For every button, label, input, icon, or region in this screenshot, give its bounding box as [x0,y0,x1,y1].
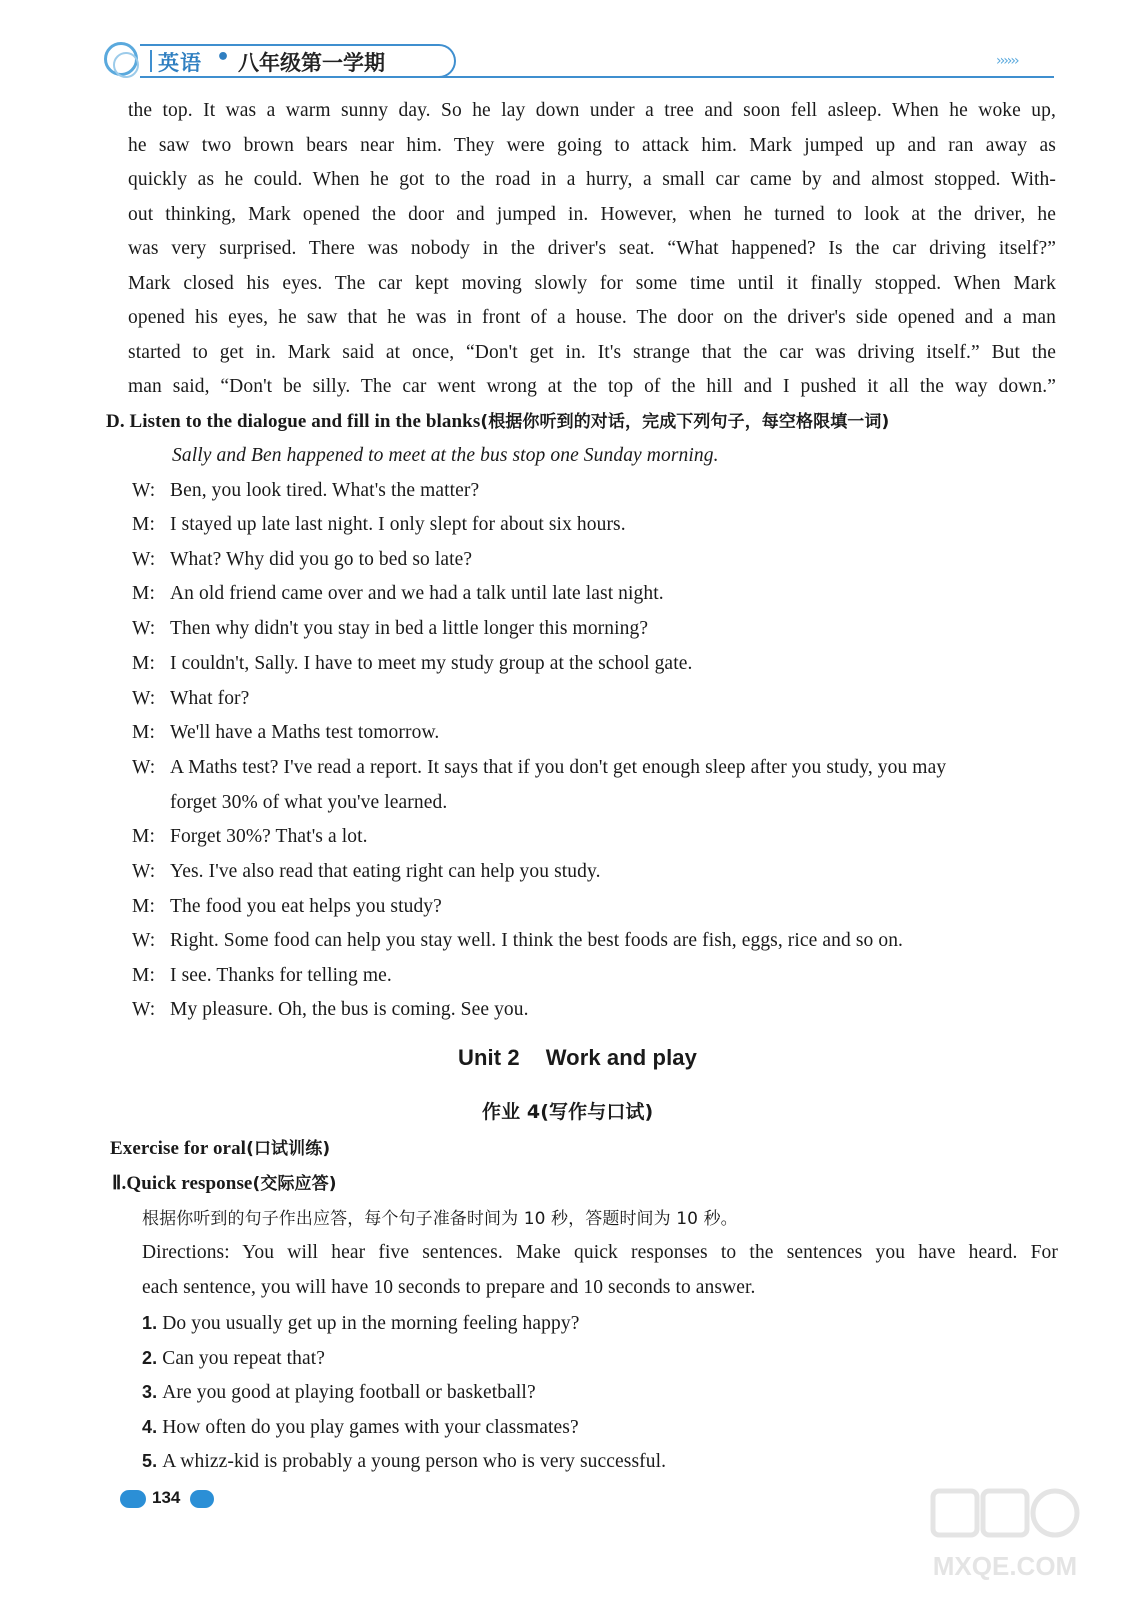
instruction-zh: 根据你听到的句子作出应答，每个句子准备时间为 10 秒，答题时间为 10 秒。 [142,1209,738,1229]
oral-item-number: 1. [142,1313,158,1333]
header-separator: • [216,45,231,70]
oral-item-text: Are you good at playing football or basketball? [162,1382,536,1403]
oral-item [142,1380,536,1405]
homework-title: 作业 4(写作与口试) [482,1101,654,1123]
chevrons-icon: ›››››› [996,53,1018,69]
watermark-text: MXQE.COM [932,1551,1078,1581]
quick-response-num: Ⅱ. [112,1173,127,1194]
section-d-heading-en: D. Listen to the dialogue and fill in the blanks [106,411,481,432]
oral-item [142,1415,579,1440]
oral-item-text: Can you repeat that? [162,1348,326,1369]
dialogue-line [132,929,903,953]
header-term: 八年级第一学期 [238,51,385,75]
oral-item-text: Do you usually get up in the morning feeling happy? [162,1313,580,1334]
story-line: Mark closed his eyes. The car kept moving slowly for some time until it finally stopped. When Mark [128,273,1056,294]
dialogue-text: I see. Thanks for telling me. [170,965,392,986]
page-dot-right-icon [190,1490,214,1508]
oral-heading-zh: (口试训练) [246,1139,331,1159]
story-line: was very surprised. There was nobody in the driver's seat. “What happened? Is the car driving itself?” [128,238,1056,259]
dialogue-line [132,548,472,572]
dialogue-text: Forget 30%? That's a lot. [170,826,368,847]
dialogue-line [132,513,626,537]
dialogue-text: What? Why did you go to bed so late? [170,549,473,570]
oral-item [142,1449,666,1474]
dialogue-text: A Maths test? I've read a report. It says that if you don't get enough sleep after you study, you may [170,757,947,778]
dialogue-text: We'll have a Maths test tomorrow. [170,722,440,743]
oral-heading-en: Exercise for oral [110,1138,247,1159]
dialogue-speaker: W: [132,688,156,709]
dialogue-text: An old friend came over and we had a talk until late last night. [170,583,664,604]
dialogue-line [132,825,368,849]
dialogue-line [132,721,439,745]
dialogue-speaker: W: [132,930,156,951]
dialogue-speaker: M: [132,896,155,917]
page-header [0,0,1122,100]
dialogue-line [170,791,447,815]
quick-response-heading [112,1172,337,1196]
oral-item [142,1311,579,1336]
dialogue-line [132,964,392,988]
oral-item-text: A whizz-kid is probably a young person who is very successful. [162,1451,667,1472]
oral-heading [110,1137,330,1161]
dialogue-line [132,479,479,503]
story-line: out thinking, Mark opened the door and jumped in. However, when he turned to look at the driver, he [128,204,1056,225]
dialogue-speaker: W: [132,480,156,501]
dialogue-intro: Sally and Ben happened to meet at the bus stop one Sunday morning. [172,445,719,466]
directions-line: Directions: You will hear five sentences. Make quick responses to the sentences you have heard. For [142,1242,1058,1263]
page-number: 134 [152,1488,181,1507]
section-d-heading [106,410,889,434]
oral-item-text: How often do you play games with your classmates? [162,1417,579,1438]
header-subject: 英语 [158,51,202,75]
dialogue-text: The food you eat helps you study? [170,896,442,917]
dialogue-line [132,617,648,641]
dialogue-speaker: M: [132,826,155,847]
story-line: man said, “Don't be silly. The car went wrong at the top of the hill and I pushed it all the way down.” [128,376,1056,397]
dialogue-line [132,895,442,919]
unit-number: Unit 2 [458,1045,520,1070]
story-line: the top. It was a warm sunny day. So he lay down under a tree and soon fell asleep. When he woke up, [128,100,1056,121]
dialogue-text: Right. Some food can help you stay well. I think the best foods are fish, eggs, rice and so on. [170,930,904,951]
story-line: he saw two brown bears near him. They were going to attack him. Mark jumped up and ran away as [128,135,1056,156]
dialogue-speaker: W: [132,999,156,1020]
story-line: started to get in. Mark said at once, “Don't get in. It's strange that the car was driving itself.” But the [128,342,1056,363]
dialogue-text: I stayed up late last night. I only slept for about six hours. [170,514,626,535]
unit-title [458,1046,697,1070]
oral-item-number: 5. [142,1451,158,1471]
dialogue-speaker: W: [132,757,156,778]
header-divider [150,50,152,72]
dialogue-line [132,756,946,780]
dialogue-speaker: W: [132,861,156,882]
header-circle-icon-inner [113,52,139,78]
dialogue-text: Yes. I've also read that eating right can help you study. [170,861,601,882]
directions-line: each sentence, you will have 10 seconds to prepare and 10 seconds to answer. [142,1277,756,1298]
story-line: quickly as he could. When he got to the road in a hurry, a small car came by and almost stopped. With- [128,169,1056,190]
unit-name: Work and play [545,1045,697,1070]
dialogue-speaker: M: [132,583,155,604]
oral-item-number: 4. [142,1417,158,1437]
dialogue-speaker: W: [132,549,156,570]
section-d-heading-zh: (根据你听到的对话，完成下列句子，每空格限填一词) [480,412,890,432]
dialogue-speaker: M: [132,722,155,743]
story-line: opened his eyes, he saw that he was in front of a house. The door on the driver's side opened and a man [128,307,1056,328]
dialogue-text: Then why didn't you stay in bed a little longer this morning? [170,618,649,639]
dialogue-text: Ben, you look tired. What's the matter? [170,480,480,501]
dialogue-line [132,998,529,1022]
dialogue-speaker: M: [132,514,155,535]
oral-item-number: 3. [142,1382,158,1402]
page-dot-left-icon [120,1490,146,1508]
dialogue-text: My pleasure. Oh, the bus is coming. See you. [170,999,529,1020]
dialogue-line [132,652,692,676]
dialogue-speaker: M: [132,965,155,986]
dialogue-text: What for? [170,688,250,709]
dialogue-line [132,687,249,711]
oral-item [142,1346,325,1371]
dialogue-speaker: W: [132,618,156,639]
oral-item-number: 2. [142,1348,158,1368]
dialogue-text: forget 30% of what you've learned. [170,792,448,813]
dialogue-line [132,860,601,884]
dialogue-speaker: M: [132,653,155,674]
quick-response-en: Quick response [126,1173,253,1194]
quick-response-zh: (交际应答) [252,1174,337,1194]
watermark-logo [925,1487,1085,1587]
dialogue-line [132,582,664,606]
dialogue-text: I couldn't, Sally. I have to meet my study group at the school gate. [170,653,693,674]
